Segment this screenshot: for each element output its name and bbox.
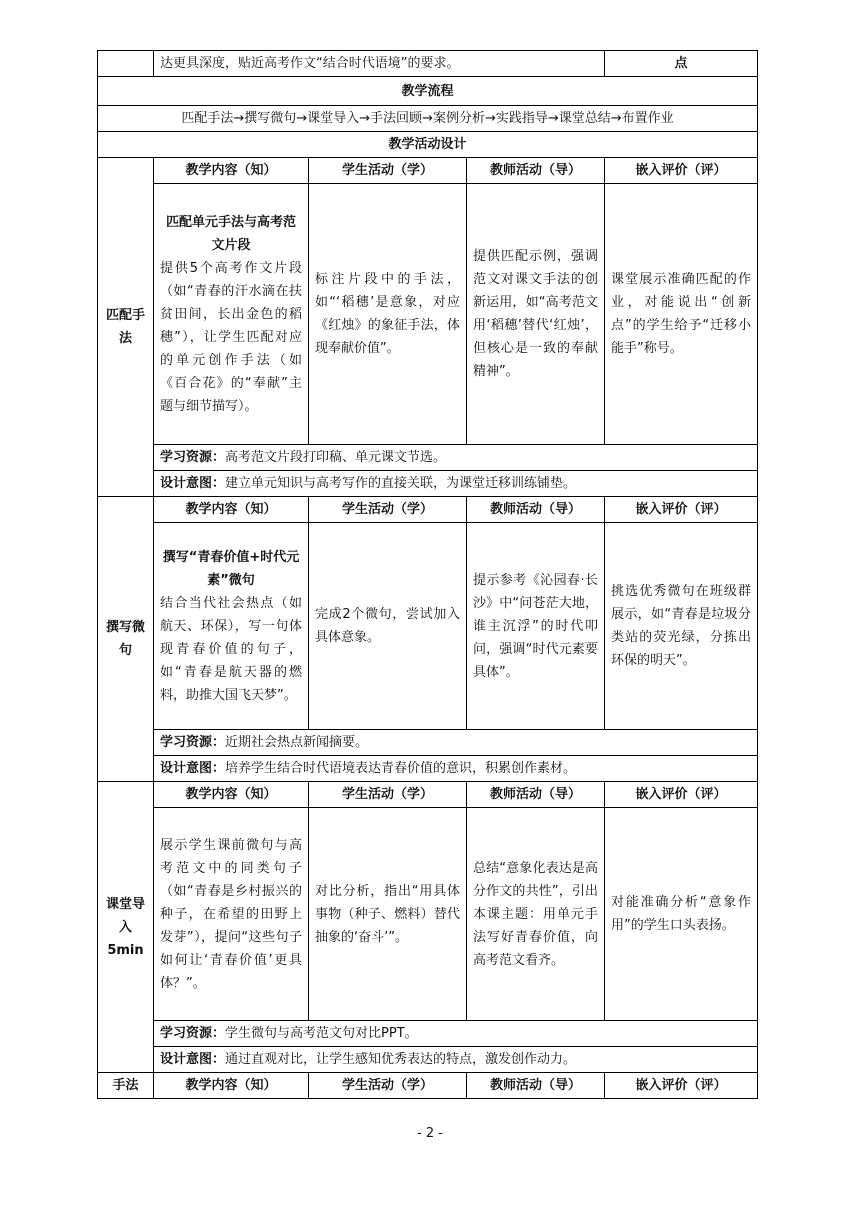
header-student: 学生活动（学） [309,158,467,184]
header-content: 教学内容（知） [154,158,309,184]
flow-steps: 匹配手法→撰写微句→课堂导入→手法回顾→案例分析→实践指导→课堂总结→布置作业 [98,106,758,132]
header-eval: 嵌入评价（评） [605,158,758,184]
intent-label: 设计意图： [160,761,226,776]
section-label-match: 匹配手法 [98,158,154,497]
intent-text: 建立单元知识与高考写作的直接关联，为课堂迁移训练铺垫。 [225,476,577,491]
embedded-eval: 挑选优秀微句在班级群展示，如“青春是垃圾分类站的荧光绿，分拣出环保的明天”。 [605,523,758,730]
content-title: 匹配单元手法与高考范文片段 [165,214,296,253]
content-cell [154,808,309,1021]
header-teacher: 教师活动（导） [467,497,605,523]
student-activity: 标注片段中的手法，如“‘稻穗’是意象，对应《红烛》的象征手法，体现奉献价值”。 [309,184,467,445]
blank-cell [98,51,154,77]
design-title: 教学活动设计 [98,132,758,158]
continued-right: 点 [605,51,758,77]
section-label-intro: 课堂导入5min [98,782,154,1073]
intent-row [154,756,758,782]
intent-row [154,1047,758,1073]
header-eval: 嵌入评价（评） [605,782,758,808]
content-text: 展示学生课前微句与高考范文中的同类句子（如“青春是乡村振兴的种子，在希望的田野上发芽”），提问“这些句子如何让‘青春价值’更具体？”。 [160,837,302,991]
section-label-review: 手法 [98,1073,154,1099]
resource-label: 学习资源： [160,1026,226,1041]
content-cell [154,184,309,445]
lesson-plan-table [97,50,758,1099]
teacher-activity: 提供匹配示例，强调范文对课文手法的创新运用，如“高考范文用‘稻穗’替代‘红烛’，但核心是一致的奉献精神”。 [467,184,605,445]
resource-label: 学习资源： [160,735,226,750]
header-content: 教学内容（知） [154,1073,309,1099]
resource-row [154,1021,758,1047]
continued-text: 达更具深度，贴近高考作文“结合时代语境”的要求。 [154,51,605,77]
header-content: 教学内容（知） [154,497,309,523]
section-label-write: 撰写微句 [98,497,154,782]
header-student: 学生活动（学） [309,1073,467,1099]
teacher-activity: 总结“意象化表达是高分作文的共性”，引出本课主题：用单元手法写好青春价值，向高考范文看齐。 [467,808,605,1021]
content-text: 提供5个高考作文片段（如“青春的汗水滴在扶贫田间，长出金色的稻穗”），让学生匹配对应的单元创作手法（如《百合花》的“奉献”主题与细节描写）。 [160,260,302,414]
content-text: 结合当代社会热点（如航天、环保），写一句体现青春价值的句子，如“青春是航天器的燃料，助推大国飞天梦”。 [160,595,302,703]
intent-label: 设计意图： [160,476,226,491]
page-number: - 2 - [417,1126,443,1141]
resource-row [154,730,758,756]
header-teacher: 教师活动（导） [467,158,605,184]
embedded-eval: 课堂展示准确匹配的作业，对能说出“创新点”的学生给予“迁移小能手”称号。 [605,184,758,445]
flow-title: 教学流程 [98,77,758,106]
teacher-activity: 提示参考《沁园春·长沙》中“问苍茫大地，谁主沉浮”的时代叩问，强调“时代元素要具体”。 [467,523,605,730]
student-activity: 完成2个微句，尝试加入具体意象。 [309,523,467,730]
intent-text: 通过直观对比，让学生感知优秀表达的特点，激发创作动力。 [225,1052,577,1067]
header-student: 学生活动（学） [309,782,467,808]
header-teacher: 教师活动（导） [467,1073,605,1099]
header-eval: 嵌入评价（评） [605,1073,758,1099]
resource-row [154,445,758,471]
intent-text: 培养学生结合时代语境表达青春价值的意识，积累创作素材。 [225,761,577,776]
content-title: 撰写“青春价值+时代元素”微句 [162,549,300,588]
content-cell [154,523,309,730]
student-activity: 对比分析，指出“用具体事物（种子、燃料）替代抽象的‘奋斗’”。 [309,808,467,1021]
header-content: 教学内容（知） [154,782,309,808]
resource-text: 高考范文片段打印稿、单元课文节选。 [225,450,447,465]
resource-text: 学生微句与高考范文句对比PPT。 [225,1026,418,1041]
resource-label: 学习资源： [160,450,226,465]
header-eval: 嵌入评价（评） [605,497,758,523]
intent-row [154,471,758,497]
intent-label: 设计意图： [160,1052,226,1067]
header-teacher: 教师活动（导） [467,782,605,808]
embedded-eval: 对能准确分析“意象作用”的学生口头表扬。 [605,808,758,1021]
header-student: 学生活动（学） [309,497,467,523]
resource-text: 近期社会热点新闻摘要。 [225,735,369,750]
